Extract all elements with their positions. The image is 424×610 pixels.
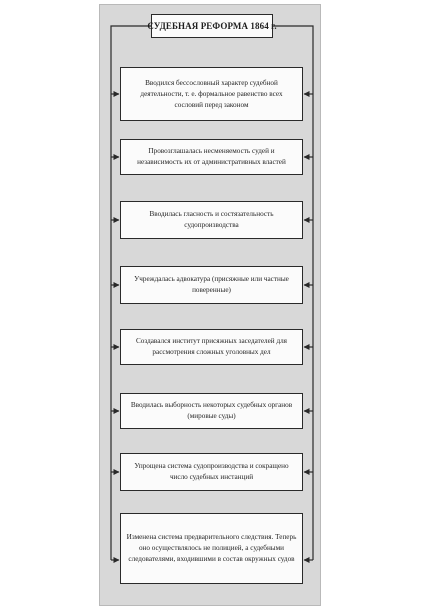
reform-item-class-equality: Вводился бессословный характер судебной деятельности, т. е. формальное равенство всех сословий перед законом: [120, 67, 303, 121]
diagram-title: СУДЕБНАЯ РЕФОРМА 1864 г.: [151, 14, 273, 38]
reform-item-judge-independence: Провозглашалась несменяемость судей и независимость их от административных властей: [120, 139, 303, 175]
reform-item-advocacy: Учреждалась адвокатура (присяжные или частные поверенные): [120, 266, 303, 304]
reform-item-publicity: Вводилась гласность и состязательность судопроизводства: [120, 201, 303, 239]
reform-item-simplified-system: Упрощена система судопроизводства и сокращено число судебных инстанций: [120, 453, 303, 491]
reform-item-jury: Создавался институт присяжных заседателей для рассмотрения сложных уголовных дел: [120, 329, 303, 365]
reform-item-preliminary-investigation: Изменена система предварительного следствия. Теперь оно осуществлялось не полицией, а судебными следователями, входившими в состав окружных судов: [120, 513, 303, 584]
reform-item-elected-courts: Вводилась выборность некоторых судебных органов (мировые суды): [120, 393, 303, 429]
